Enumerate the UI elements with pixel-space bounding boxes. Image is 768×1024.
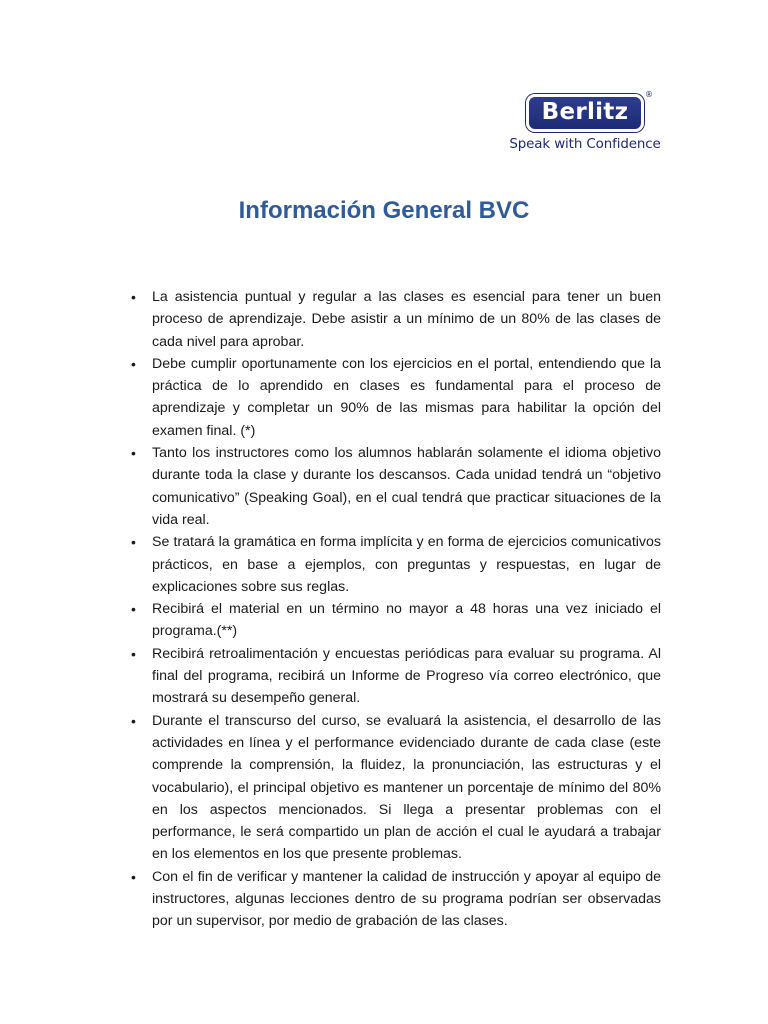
list-item-text: Debe cumplir oportunamente con los ejercicios en el portal, entendiendo que la práctica de lo aprendido en clases es fundamental para el proceso de aprendizaje y completar un 90% de las mismas para habilitar la opción del examen final. (*) [152, 355, 661, 439]
bullet-icon: • [131, 868, 136, 885]
list-item-text: Durante el transcurso del curso, se evaluará la asistencia, el desarrollo de las actividades en línea y el performance evidenciado durante de cada clase (este comprende la comprensión, la fluidez, la pronunciación, las estructuras y el vocabulario), el principal objetivo es mantener un porcentaje de mínimo del 80% en los aspectos mencionados. Si llega a presentar problemas con el performance, le será compartido un plan de acción el cual le ayudará a trabajar en los elementos en los que presente problemas. [152, 712, 661, 863]
list-item [131, 643, 661, 710]
bullet-icon: • [131, 289, 136, 305]
list-item-text: Con el fin de verificar y mantener la calidad de instrucción y apoyar al equipo de instructores, algunas lecciones dentro de su programa podrían ser observadas por un supervisor, por medio de grabación de las clases. [152, 868, 661, 930]
list-item-text: La asistencia puntual y regular a las clases es esencial para tener un buen proceso de aprendizaje. Debe asistir a un mínimo de un 80% de las clases de cada nivel para aprobar. [152, 289, 661, 350]
list-item-text: Recibirá el material en un término no mayor a 48 horas una vez iniciado el programa.(**) [152, 601, 661, 640]
bullet-icon: • [131, 712, 136, 729]
list-item-text: Se tratará la gramática en forma implícita y en forma de ejercicios comunicativos prácticos, en base a ejemplos, con preguntas y respuestas, en lugar de explicaciones sobre sus reglas. [152, 534, 661, 595]
list-item [131, 531, 661, 598]
list-item [131, 598, 661, 643]
bullet-icon: • [131, 534, 136, 551]
registered-mark: ® [645, 90, 653, 99]
list-item-text: Recibirá retroalimentación y encuestas periódicas para evaluar su programa. Al final del programa, recibirá un Informe de Progreso vía correo electrónico, que mostrará su desempeño general. [152, 645, 661, 707]
bullet-icon: • [131, 645, 136, 662]
logo-badge [526, 90, 653, 132]
list-item [131, 442, 661, 531]
list-item-text: Tanto los instructores como los alumnos hablarán solamente el idioma objetivo durante toda la clase y durante los descansos. Cada unidad tendrá un “objetivo comunicativo” (Speaking Goal), en el cual tendrá que practicar situaciones de la vida real. [152, 445, 661, 528]
list-item [131, 710, 661, 866]
bullet-icon: • [131, 445, 136, 462]
info-bullet-list [131, 286, 661, 933]
bullet-icon: • [131, 355, 136, 372]
list-item [131, 286, 661, 353]
document-title: Información General BVC [238, 197, 530, 224]
list-item [131, 353, 661, 442]
list-item [131, 866, 661, 933]
bullet-icon: • [131, 601, 136, 618]
logo-brand-text: Berlitz [541, 99, 629, 125]
logo-tagline: Speak with Confidence [509, 137, 661, 152]
